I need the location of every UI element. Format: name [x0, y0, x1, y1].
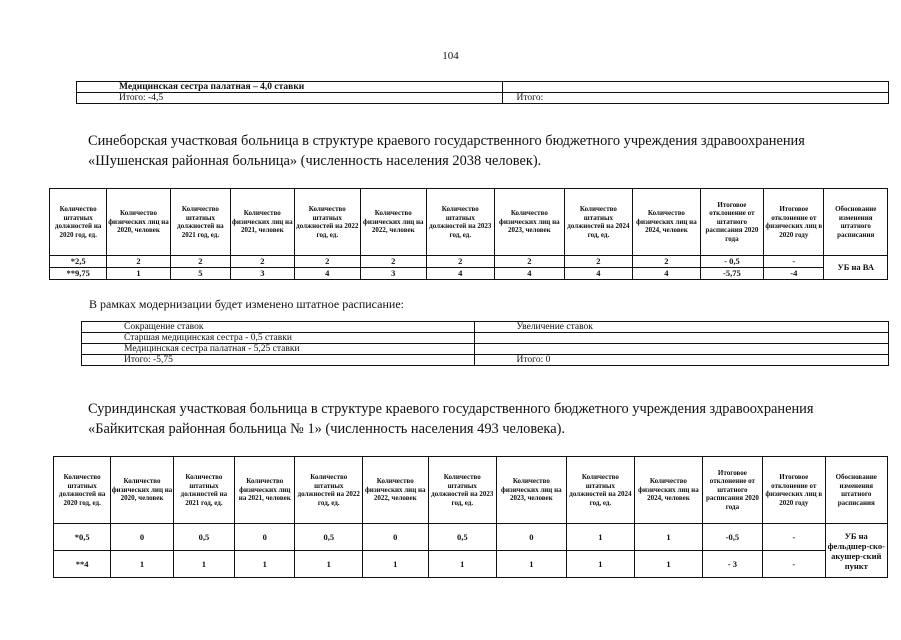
- table-row: [82, 333, 889, 344]
- header-cell: Итоговое отклонение от физических лиц в 2020 году: [764, 189, 824, 256]
- header-cell: Обоснование изменения штатного расписания: [824, 189, 888, 256]
- value-cell: -: [763, 551, 825, 578]
- value-cell: 0,5: [173, 524, 234, 551]
- cell-total-increase: Итого: 0: [474, 355, 888, 366]
- cell-empty: [474, 333, 888, 344]
- value-cell: 1: [635, 524, 703, 551]
- value-cell: 0,5: [428, 524, 497, 551]
- header-cell: Количество штатных должностей на 2023 год, ед.: [428, 457, 497, 524]
- value-cell: -0,5: [702, 524, 762, 551]
- table-row: [50, 256, 888, 268]
- header-cell: Количество штатных должностей на 2022 год, ед.: [294, 189, 361, 256]
- cell-total-left: Итого: -4,5: [77, 93, 503, 104]
- table-row: [82, 355, 889, 366]
- value-cell: 2: [294, 256, 361, 268]
- table-header-row: [82, 322, 889, 333]
- value-cell: -5,75: [700, 268, 763, 280]
- value-cell: 1: [497, 551, 567, 578]
- value-cell: 3: [361, 268, 426, 280]
- header-cell: Итоговое отклонение от штатного расписания 2020 года: [700, 189, 763, 256]
- value-cell: 0: [235, 524, 295, 551]
- section1-staffing-table: [49, 188, 888, 280]
- page-number: 104: [442, 50, 459, 62]
- value-cell: **9,75: [50, 268, 107, 280]
- value-cell: *2,5: [50, 256, 107, 268]
- cell-empty: [474, 344, 888, 355]
- cell-ward-nurse: Медицинская сестра палатная - 5,25 ставки: [82, 344, 475, 355]
- value-cell: 0,5: [295, 524, 363, 551]
- section2-heading: [88, 399, 888, 439]
- header-cell: Итоговое отклонение от штатного расписания 2020 года: [702, 457, 762, 524]
- value-cell: 4: [495, 268, 565, 280]
- value-cell: 2: [633, 256, 701, 268]
- header-cell: Обоснование изменения штатного расписания: [825, 457, 888, 524]
- header-cell: Количество физических лиц на 2023, человек: [495, 189, 565, 256]
- value-cell: 1: [363, 551, 428, 578]
- value-cell: 1: [111, 551, 173, 578]
- header-increase: Увеличение ставок: [474, 322, 888, 333]
- section1-heading: [88, 131, 888, 171]
- value-cell: 2: [170, 256, 230, 268]
- section1-heading-line1: Синеборская участковая больница в структуре краевого государственного бюджетного учреждения здравоохранения: [88, 133, 805, 149]
- header-cell: Количество физических лиц на 2020, человек: [107, 189, 170, 256]
- value-cell: 4: [426, 268, 495, 280]
- section2-heading-line1: Суриндинская участковая больница в структуре краевого государственного бюджетного учреждения здравоохранения: [88, 401, 814, 417]
- header-cell: Количество физических лиц на 2024, человек: [635, 457, 703, 524]
- header-cell: Количество штатных должностей на 2024 год, ед.: [566, 457, 635, 524]
- value-cell: 2: [107, 256, 170, 268]
- value-cell: 2: [564, 256, 633, 268]
- top-continuation-table: [76, 81, 889, 104]
- header-cell: Количество физических лиц на 2021, человек: [235, 457, 295, 524]
- value-cell: 1: [107, 268, 170, 280]
- value-cell: **4: [54, 551, 111, 578]
- value-cell: 1: [173, 551, 234, 578]
- table-row: [82, 344, 889, 355]
- value-cell: -: [764, 256, 824, 268]
- header-cell: Количество физических лиц на 2024, человек: [633, 189, 701, 256]
- value-cell: 2: [426, 256, 495, 268]
- value-cell: 1: [235, 551, 295, 578]
- staffing-change-table: [81, 321, 889, 366]
- value-cell: 0: [111, 524, 173, 551]
- value-cell: 3: [231, 268, 294, 280]
- cell-total-reduction: Итого: -5,75: [82, 355, 475, 366]
- value-cell: *0,5: [54, 524, 111, 551]
- value-cell: 0: [497, 524, 567, 551]
- value-cell: 1: [428, 551, 497, 578]
- header-cell: Количество штатных должностей на 2020 год, ед.: [50, 189, 107, 256]
- header-cell: Количество штатных должностей на 2021 год, ед.: [173, 457, 234, 524]
- header-cell: Количество штатных должностей на 2020 год, ед.: [54, 457, 111, 524]
- value-cell: 1: [566, 551, 635, 578]
- header-cell: Количество штатных должностей на 2024 год, ед.: [564, 189, 633, 256]
- value-cell: 1: [295, 551, 363, 578]
- cell-total-right: Итого:: [502, 93, 888, 104]
- value-cell: - 0,5: [700, 256, 763, 268]
- cell-empty: [502, 82, 888, 93]
- header-cell: Итоговое отклонение от физических лиц в 2020 году: [763, 457, 825, 524]
- header-reduction: Сокращение ставок: [82, 322, 475, 333]
- table-row: [50, 268, 888, 280]
- basis-cell: УБ на фельдшер-ско-акушер-ский пункт: [825, 524, 888, 578]
- value-cell: - 3: [702, 551, 762, 578]
- header-cell: Количество штатных должностей на 2021 год, ед.: [170, 189, 230, 256]
- header-cell: Количество физических лиц на 2022, человек: [361, 189, 426, 256]
- section1-heading-line2: «Шушенская районная больница» (численность населения 2038 человек).: [88, 153, 542, 169]
- header-cell: Количество физических лиц на 2023, человек: [497, 457, 567, 524]
- value-cell: -4: [764, 268, 824, 280]
- table-row: [54, 524, 888, 551]
- value-cell: 1: [635, 551, 703, 578]
- basis-cell: УБ на ВА: [824, 256, 888, 280]
- value-cell: 1: [566, 524, 635, 551]
- cell-head-nurse: Старшая медицинская сестра - 0,5 ставки: [82, 333, 475, 344]
- table-row: [77, 82, 889, 93]
- value-cell: 5: [170, 268, 230, 280]
- value-cell: 0: [363, 524, 428, 551]
- value-cell: -: [763, 524, 825, 551]
- table-header-row: [54, 457, 888, 524]
- modernization-note: В рамках модернизации будет изменено штатное расписание:: [89, 297, 404, 311]
- value-cell: 2: [231, 256, 294, 268]
- header-cell: Количество физических лиц на 2022, человек: [363, 457, 428, 524]
- cell-nurse-ward: Медицинская сестра палатная – 4,0 ставки: [77, 82, 503, 93]
- value-cell: 4: [294, 268, 361, 280]
- header-cell: Количество физических лиц на 2020, человек: [111, 457, 173, 524]
- header-cell: Количество физических лиц на 2021, человек: [231, 189, 294, 256]
- header-cell: Количество штатных должностей на 2022 год, ед.: [295, 457, 363, 524]
- section2-staffing-table: [53, 456, 888, 578]
- header-cell: Количество штатных должностей на 2023 год, ед.: [426, 189, 495, 256]
- value-cell: 4: [633, 268, 701, 280]
- table-header-row: [50, 189, 888, 256]
- value-cell: 2: [361, 256, 426, 268]
- section2-heading-line2: «Байкитская районная больница № 1» (численность населения 493 человека).: [88, 421, 565, 437]
- table-row: [77, 93, 889, 104]
- value-cell: 4: [564, 268, 633, 280]
- table-row: [54, 551, 888, 578]
- value-cell: 2: [495, 256, 565, 268]
